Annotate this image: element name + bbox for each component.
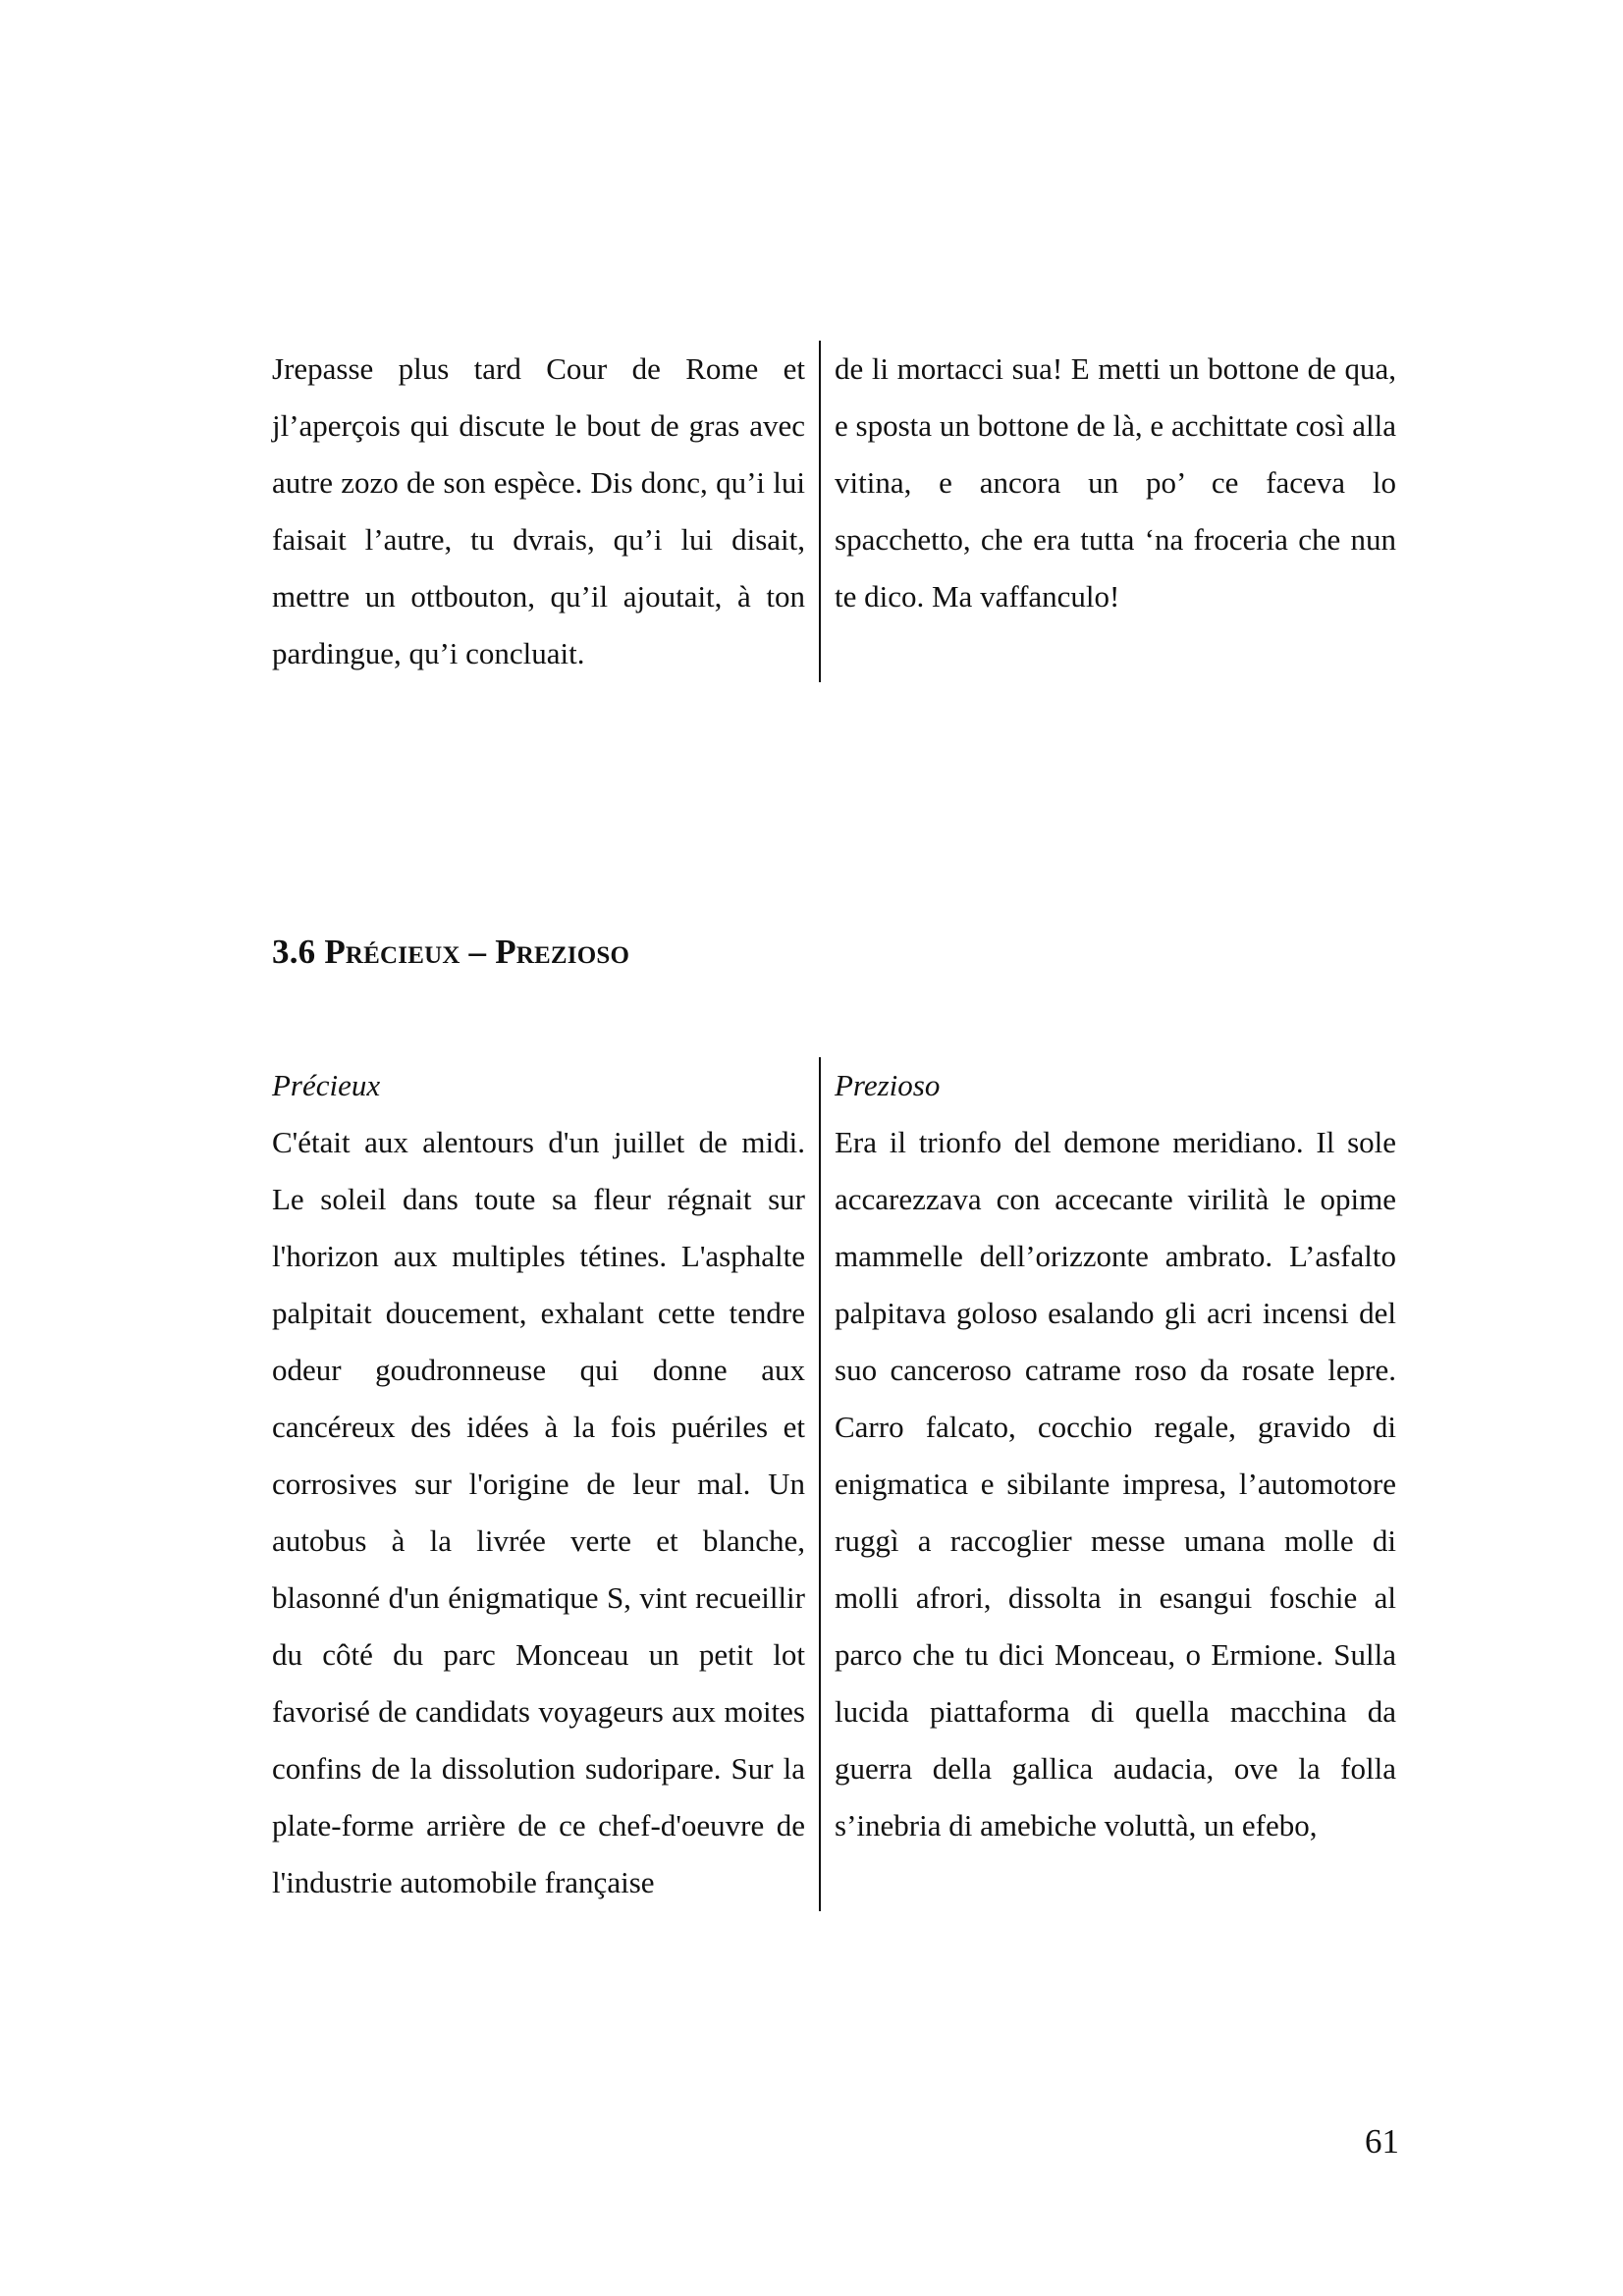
bottom-translation-block [272,1057,1396,1911]
bottom-right-column [819,1057,1396,1911]
section-number: 3.6 [272,933,316,971]
bottom-left-text: C'était aux alentours d'un juillet de midi. Le soleil dans toute sa fleur régnait sur l'horizon aux multiples tétines. L'asphalte palpitait doucement, exhalant cette tendre odeur goudronneuse qui donne aux cancéreux des idées à la fois puériles et corrosives sur l'origine de leur mal. Un autobus à la livrée verte et blanche, blasonné d'un énigmatique S, vint recueillir du côté du parc Monceau un petit lot favorisé de candidats voyageurs aux moites confins de la dissolution sudoripare. Sur la plate-forme arrière de ce chef-d'oeuvre de l'industrie automobile française [272,1125,805,1899]
top-right-text: de li mortacci sua! E metti un bottone de qua, e sposta un bottone de là, e acchittate così alla vitina, e ancora un po’ ce faceva lo spacchetto, che era tutta ‘na froceria che nun te dico. Ma vaffanculo! [835,351,1396,614]
top-right-column [819,341,1396,682]
bottom-left-column [272,1057,819,1911]
section-separator: – [468,933,487,971]
top-translation-block [272,341,1396,682]
top-left-column [272,341,819,682]
bottom-right-text: Era il trionfo del demone meridiano. Il sole accarezzava con accecante virilità le opime mammelle dell’orizzonte ambrato. L’asfalto palpitava goloso esalando gli acri incensi del suo canceroso catrame roso da rosate lepre. Carro falcato, cocchio regale, gravido di enigmatica e sibilante impresa, l’automotore ruggì a raccoglier messe umana molle di molli afrori, dissolta in esangui foschie al parco che tu dici Monceau, o Ermione. Sulla lucida piattaforma di quella macchina da guerra della gallica audacia, ove la folla s’inebria di amebiche voluttà, un efebo, [835,1125,1396,1842]
bottom-left-label: Précieux [272,1068,381,1102]
bottom-right-label: Prezioso [835,1068,941,1102]
section-title-right: Prezioso [495,933,630,971]
top-left-text: Jrepasse plus tard Cour de Rome et jl’aperçois qui discute le bout de gras avec autre zozo de son espèce. Dis donc, qu’i lui faisait l’autre, tu dvrais, qu’i lui disait, mettre un ottbouton, qu’il ajoutait, à ton pardingue, qu’i concluait. [272,351,805,670]
page-number: 61 [1365,2122,1399,2161]
section-title-left: Précieux [324,933,460,971]
section-heading [272,933,629,972]
